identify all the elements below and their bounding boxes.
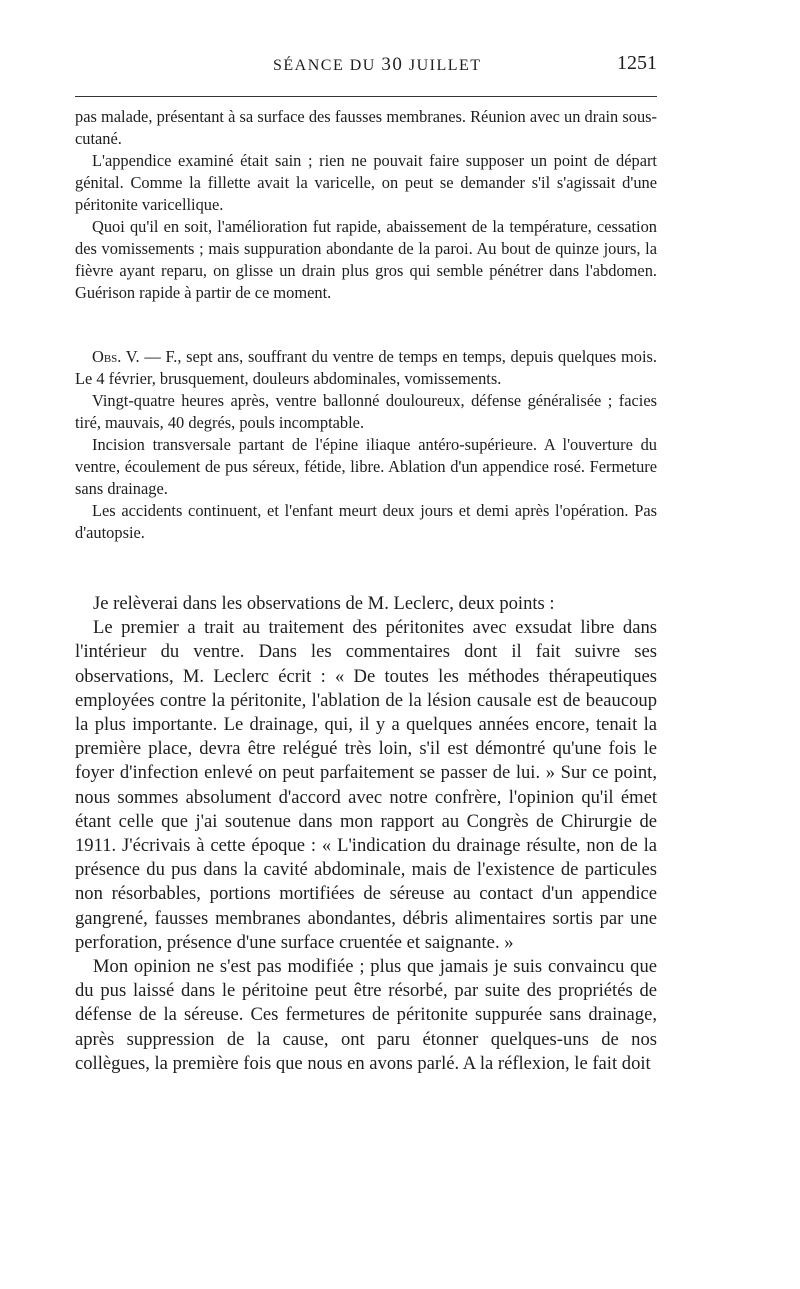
header-date-number: 30	[381, 54, 404, 75]
paragraph: Incision transversale partant de l'épine iliaque antéro-supérieure. A l'ouverture du ventre, écoulement de pus séreux, fétide, libre. Ablation d'un appendice rosé. Fermeture sans drainage.	[75, 435, 657, 498]
observation-text: — F., sept ans, souffrant du ventre de temps en temps, depuis quelques mois. Le 4 février, brusquement, douleurs abdominales, vomissements.	[75, 347, 657, 388]
observation-label: Obs. V.	[92, 347, 140, 366]
observation-v	[75, 346, 657, 544]
observation-heading	[75, 346, 657, 390]
header-title-pre: SÉANCE DU	[273, 57, 376, 74]
paragraph: Je relèverai dans les observations de M. Leclerc, deux points :	[93, 593, 555, 614]
paragraph: Quoi qu'il en soit, l'amélioration fut rapide, abaissement de la température, cessation des vomissements ; mais suppuration abondante de la paroi. Au bout de quinze jours, la fièvre ayant reparu, on glisse un drain plus gros qui semble pénétrer dans l'abdomen. Guérison rapide à partir de ce moment.	[75, 217, 657, 302]
header-title-post: JUILLET	[408, 57, 482, 74]
paragraph: Vingt-quatre heures après, ventre ballonné douloureux, défense généralisée ; facies tiré, mauvais, 40 degrés, pouls incomptable.	[75, 391, 657, 432]
observation-continuation	[75, 106, 657, 304]
header-title	[273, 54, 482, 76]
paragraph: Mon opinion ne s'est pas modifiée ; plus que jamais je suis convaincu que du pus laissé dans le péritoine peut être résorbé, par suite des propriétés de défense de la séreuse. Ces fermetures de péritonite suppurée sans drainage, après suppression de la cause, ont paru étonner quelques-uns de nos collègues, la première fois que nous en avons parlé. A la réflexion, le fait doit	[75, 956, 657, 1074]
paragraph: Les accidents continuent, et l'enfant meurt deux jours et demi après l'opération. Pas d'autopsie.	[75, 501, 657, 542]
paragraph: Le premier a trait au traitement des péritonites avec exsudat libre dans l'intérieur du ventre. Dans les commentaires dont il fait suivre ses observations, M. Leclerc écrit : « De toutes les méthodes thérapeutiques employées contre la péritonite, l'ablation de la lésion causale est de beaucoup la plus importante. Le drainage, qui, il y a quelques années encore, tenait la première place, devra être relégué très loin, s'il est démontré qu'une fois le foyer d'infection enlevé on peut parfaitement se passer de lui. » Sur ce point, nous sommes absolument d'accord avec notre confrère, l'opinion qu'il émet étant celle que j'ai soutenue dans mon rapport au Congrès de Chirurgie de 1911. J'écrivais à cette époque : « L'indication du drainage résulte, non de la présence du pus dans la cavité abdominale, mais de l'existence de particules non résorbables, portions mortifiées de séreuse au contact d'un appendice gangrené, fausses membranes abondantes, débris alimentaires sortis par une perforation, présence d'une surface cruentée et saignante. »	[75, 617, 657, 953]
page-number: 1251	[617, 52, 657, 74]
paragraph: L'appendice examiné était sain ; rien ne pouvait faire supposer un point de départ génital. Comme la fillette avait la varicelle, on peut se demander s'il s'agissait d'une péritonite varicellique.	[75, 151, 657, 214]
commentary	[75, 592, 657, 1076]
header-rule	[75, 96, 657, 97]
paragraph: pas malade, présentant à sa surface des fausses membranes. Réunion avec un drain sous-cutané.	[75, 107, 657, 148]
running-header	[75, 50, 657, 84]
